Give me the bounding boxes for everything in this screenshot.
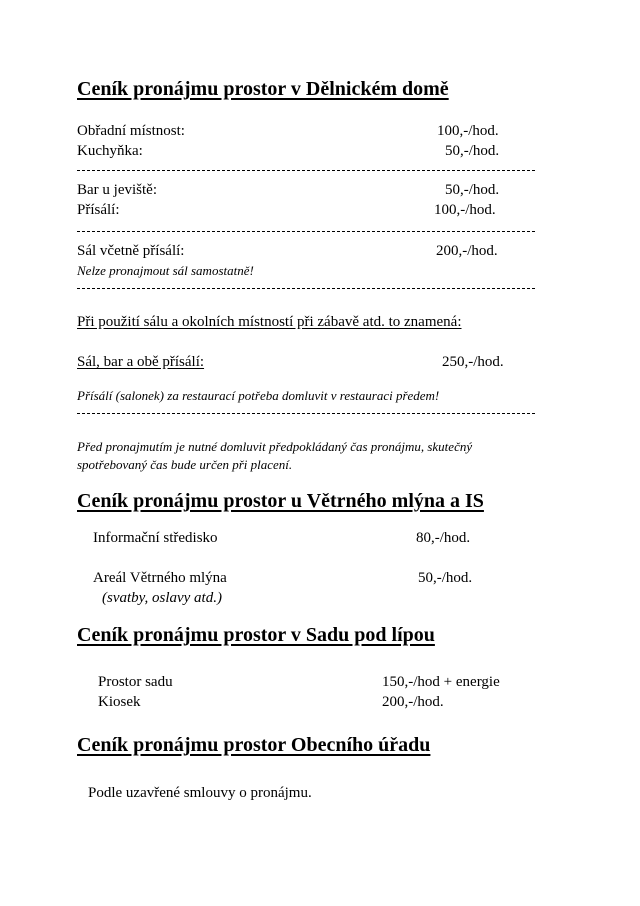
note-hall: Nelze pronajmout sál samostatně!: [77, 263, 254, 278]
section-title-obecni-urad: Ceník pronájmu prostor Obecního úřadu: [77, 734, 431, 756]
row-price-sal-vcetne-prisali: 200,-/hod.: [436, 243, 498, 259]
row-label-sal-vcetne-prisali: Sál včetně přísálí:: [77, 243, 185, 259]
row-sub-areal: (svatby, oslavy atd.): [102, 590, 222, 606]
row-label-informacni-stredisko: Informační středisko: [93, 530, 218, 546]
note-time-line-2: spotřebovaný čas bude určen při placení.: [77, 457, 293, 472]
row-price-informacni-stredisko: 80,-/hod.: [416, 530, 471, 546]
row-label-kiosek: Kiosek: [98, 694, 141, 710]
row-price-prisali: 100,-/hod.: [434, 202, 496, 218]
combo-heading: Při použití sálu a okolních místností při zábavě atd. to znamená:: [77, 314, 462, 330]
row-price-obradni-mistnost: 100,-/hod.: [437, 123, 499, 139]
row-label-prisali: Přísálí:: [77, 202, 120, 218]
note-time-line-1: Před pronajmutím je nutné domluvit předpokládaný čas pronájmu, skutečný: [77, 439, 473, 454]
row-price-kuchynka: 50,-/hod.: [445, 143, 500, 159]
row-label-kuchynka: Kuchyňka:: [77, 143, 143, 159]
combo-price: 250,-/hod.: [442, 354, 504, 370]
separator-line: [77, 288, 535, 289]
combo-label: Sál, bar a obě přísálí:: [77, 354, 205, 370]
row-price-prostor-sadu: 150,-/hod + energie: [382, 674, 500, 690]
obecni-urad-text: Podle uzavřené smlouvy o pronájmu.: [88, 785, 312, 801]
row-label-prostor-sadu: Prostor sadu: [98, 674, 173, 690]
row-price-bar: 50,-/hod.: [445, 182, 500, 198]
note-salon: Přísálí (salonek) za restaurací potřeba domluvit v restauraci předem!: [77, 388, 440, 403]
row-label-obradni-mistnost: Obřadní místnost:: [77, 123, 185, 139]
separator-line: [77, 170, 535, 171]
row-label-bar: Bar u jeviště:: [77, 182, 157, 198]
row-label-areal-vetrneho-mlyna: Areál Větrného mlýna: [93, 570, 227, 586]
row-price-kiosek: 200,-/hod.: [382, 694, 444, 710]
section-title-vetrny-mlyn: Ceník pronájmu prostor u Větrného mlýna a IS: [77, 490, 484, 512]
section-title-delnicky-dum: Ceník pronájmu prostor v Dělnickém domě: [77, 78, 449, 100]
separator-line: [77, 231, 535, 232]
section-title-sad-pod-lipou: Ceník pronájmu prostor v Sadu pod lípou: [77, 624, 435, 646]
separator-line: [77, 413, 535, 414]
row-price-areal-vetrneho-mlyna: 50,-/hod.: [418, 570, 473, 586]
